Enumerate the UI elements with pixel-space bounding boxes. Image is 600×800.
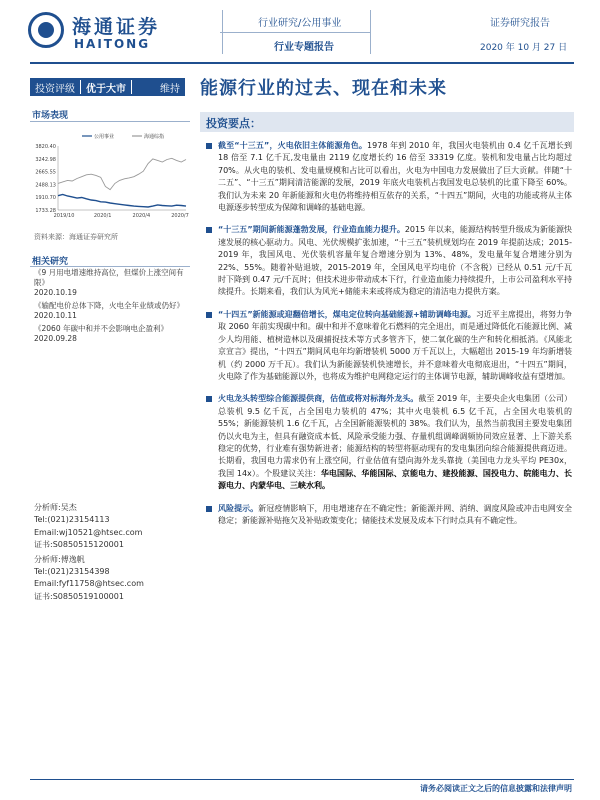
related-item-date: 2020.10.11 — [34, 311, 77, 320]
analyst-name: 分析师:傅逸帆 — [34, 554, 85, 564]
logo-cn-text: 海通证券 — [72, 16, 161, 38]
logo-en-text: HAITONG — [74, 37, 151, 51]
investment-rating — [30, 78, 185, 96]
legend-label: 海通综指 — [144, 134, 165, 140]
key-point-lead: 截至“十三五”，火电依旧主体能源角色。 — [218, 141, 368, 150]
market-rule — [30, 121, 190, 122]
related-item[interactable] — [34, 324, 192, 344]
key-point-text: 新冠疫情影响下，用电增速存在不确定性；新能源并网、消纳、调度风险或冲击电网安全稳定；新能源补贴拖欠及补贴政策变化；储能技术发展及成本下行时点具有不确定性。 — [218, 503, 572, 525]
key-point-lead: “十四五”新能源或迎翻倍增长，煤电定位转向基础能源+辅助调峰电源。 — [218, 309, 476, 319]
y-tick-label: 1910.70 — [35, 195, 56, 202]
x-tick-label: 2020/1 — [93, 213, 112, 219]
x-tick-label: 2019/10 — [53, 213, 75, 219]
y-tick-label: 1733.28 — [35, 208, 56, 214]
chart-source: 资料来源：海通证券研究所 — [34, 233, 118, 241]
related-item-title: 《9 月用电增速维持高位，但煤价上涨空间有限》 — [34, 268, 184, 287]
related-item-title: 《输配电价总体下降，火电全年业绩或仍好》 — [34, 301, 184, 310]
market-performance-chart — [30, 130, 190, 222]
key-points-header: 投资要点： — [200, 112, 574, 132]
disclaimer-footer: 请务必阅读正文之后的信息披露和法律声明 — [420, 784, 572, 793]
key-point-text: 1978 年到 2010 年，我国火电装机由 0.4 亿千瓦增长到 18 倍至 7.1 亿千瓦,发电量由 2119 亿度增长约 16 倍至 33319 亿度。装机和发电量占比均超过 70%。从火电的装机、发电量规模和占比可以看出，火电为中国电力发展做出了巨大贡献。伴随“十二五”、“十三五”期间清洁能源的发展，2019 年底火电装机占我国发电总装机的比重下降至 60%。我们认为未来 20 年新能源和火电仍将维持相互依存的关系，“十四五”期间，火电的功能或将从主体电源逐步转型成为保障和调峰的基础电源。 — [218, 141, 572, 213]
key-point-text: 截至 2019 年，主要央企火电集团（公司）总装机 9.5 亿千瓦，占全国电力装机的 47%；其中火电装机 6.5 亿千瓦，占全国火电装机的 55%；新能源装机 1.6 亿千瓦，占全国新能源装机的 38%。我们认为，虽然当前我国主要发电集团仍以火电为主，但具有融资成本低、风险承受能力强、存量机组调峰调频协同效应显著、上下游关系稳定的优势，行业难有强势新进者；能源结构的转型将驱动现有的发电集团向综合能源提供商迈进。长期看，我国电力需求仍有上涨空间，行业估值有望向海外龙头靠拢（美国电力龙头平均 PE30x，我国 14x）。个股建议关注： — [218, 394, 572, 478]
rating-value: 优于大市 — [86, 83, 126, 95]
key-point-lead: “十三五”期间新能源蓬勃发展，行业造血能力提升。 — [218, 225, 405, 235]
x-tick-label: 2020/7 — [171, 213, 189, 219]
logo-emblem-icon — [28, 12, 64, 48]
y-tick-label: 2488.13 — [35, 182, 56, 189]
report-topic: 行业专题报告 — [274, 42, 334, 53]
x-tick-label: 2020/4 — [132, 213, 151, 219]
key-point-text: 2015 年以来，能源结构转型升级成为新能源快速发展的核心驱动力。风电、光伏规模扩张加速，“十三五”装机规划均在 2019 年提前达成；2015-2019 年，我国风电、光伏装机容量年复合增速分别为 13%、48%，发电量年复合增速分别为 22%、55%。随着补贴退坡，2015-2019 年，全国风电平均电价（不含税）已经从 0.51 元/千瓦时下降到 0.47 元/千瓦时；但技术进步带动成本下行，行业造血能力持续提升，上市公司盈利水平持续提升。长期来看，我们认为风光+储能未来或将成为稳定的清洁电力提供方案。 — [218, 225, 572, 297]
y-tick-label: 3820.40 — [35, 144, 56, 150]
related-rule — [30, 266, 190, 267]
analyst-tel: Tel:(021)23154398 — [34, 567, 110, 577]
key-points-body — [204, 140, 572, 537]
report-date: 2020 年 10 月 27 日 — [480, 43, 568, 53]
footer-rule — [30, 779, 574, 780]
related-item-date: 2020.09.28 — [34, 334, 77, 343]
header-divider-right — [370, 10, 371, 54]
key-point — [204, 309, 572, 383]
analyst-email[interactable]: Email:fyf11758@htsec.com — [34, 579, 144, 589]
analyst-block — [34, 502, 194, 552]
company-logo — [28, 10, 178, 58]
page-title: 能源行业的过去、现在和未来 — [200, 78, 447, 99]
y-tick-label: 3242.98 — [35, 156, 56, 163]
key-point — [204, 140, 572, 214]
related-item-title: 《2060 年碳中和并不会影响电企盈利》 — [34, 324, 168, 333]
key-point-lead: 风险提示。 — [218, 503, 259, 513]
related-research-list — [34, 268, 192, 347]
report-type: 证券研究报告 — [490, 18, 550, 29]
rating-separator — [131, 80, 132, 94]
related-item-date: 2020.10.19 — [34, 288, 77, 297]
market-section-title: 市场表现 — [32, 111, 69, 121]
key-point — [204, 503, 572, 528]
report-header — [0, 0, 600, 64]
rating-label: 投资评级 — [35, 83, 75, 95]
series-line-1 — [58, 158, 186, 189]
report-category: 行业研究/公用事业 — [258, 18, 342, 29]
key-point — [204, 224, 572, 298]
key-point-text: 习近平主席提出，将努力争取 2060 年前实现碳中和。碳中和并不意味着化石燃料的完全退出，而是通过降低化石能源比例、减少人均用能、植树造林以及碳捕捉技术等方式多管齐下，使二氧化碳的生产和转化相抵消。《风能北京宣言》提出，“十四五”期间风电年均新增装机 5000 万千瓦以上，大幅超出 2015-19 年均新增装机（约 2000 万千瓦）。我们认为新能源装机快速增长，并不意味着火电彻底退出，“十四五”期间，火电除了作为基础能源以外，也将成为维护电网稳定运行的主体调节电源，辅助调峰收益有望增加。 — [218, 309, 573, 381]
key-point-stocks: 华电国际、华能国际、京能电力、建投能源、国投电力、皖能电力、长源电力、内蒙华电、三峡水利。 — [218, 468, 572, 491]
header-rule — [30, 62, 574, 64]
analyst-tel: Tel:(021)23154113 — [34, 515, 110, 525]
legend-label: 公用事业 — [94, 134, 115, 140]
related-section-title: 相关研究 — [32, 257, 69, 267]
key-point — [204, 393, 572, 492]
analyst-block — [34, 554, 194, 604]
analyst-cert: 证书:S0850519100001 — [34, 591, 124, 601]
rating-status: 维持 — [160, 83, 180, 95]
analyst-cert: 证书:S0850515120001 — [34, 540, 124, 550]
analyst-info — [34, 502, 194, 605]
related-item[interactable] — [34, 268, 192, 298]
key-point-lead: 火电龙头转型综合能源提供商，估值或将对标海外龙头。 — [218, 394, 419, 404]
analyst-email[interactable]: Email:wj10521@htsec.com — [34, 527, 143, 537]
header-divider-mid — [220, 32, 370, 33]
related-item[interactable] — [34, 301, 192, 321]
series-line-0 — [58, 195, 186, 208]
y-tick-label: 2665.55 — [35, 169, 56, 176]
analyst-name: 分析师:吴杰 — [34, 503, 77, 512]
